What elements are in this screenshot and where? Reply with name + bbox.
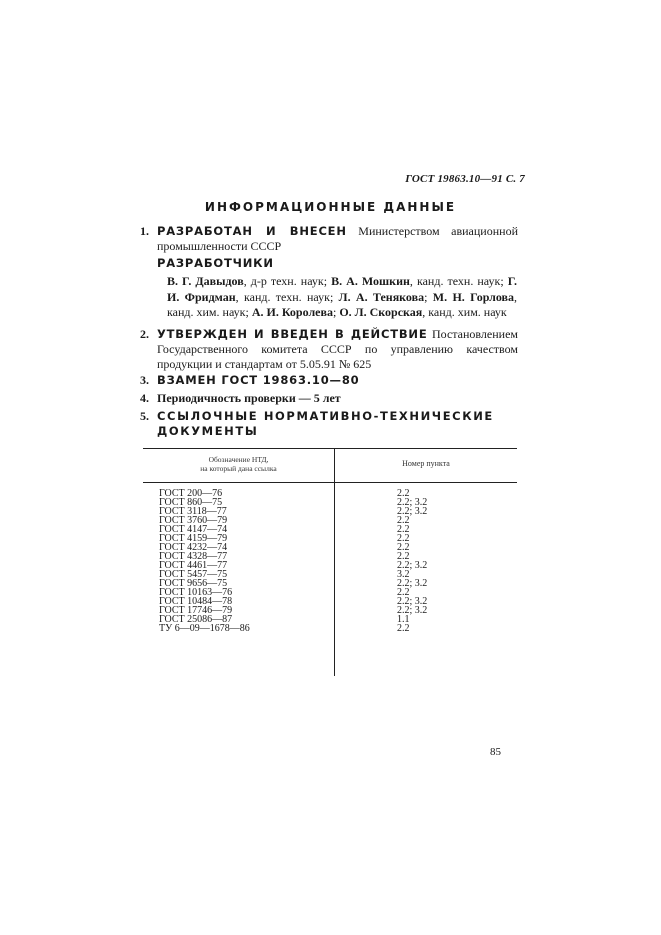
- standard-reference: ГОСТ 19863.10—91 С. 7: [405, 173, 525, 185]
- item-body: [157, 224, 518, 254]
- table-cell-document: ГОСТ 4461—77: [159, 560, 228, 571]
- table-cell-clause: 2.2: [397, 551, 410, 562]
- item-1: [140, 224, 518, 254]
- developers-heading: РАЗРАБОТЧИКИ: [157, 256, 274, 270]
- table-cell-document: ГОСТ 17746—79: [159, 605, 233, 616]
- table-cell-clause: 2.2: [397, 587, 410, 598]
- table-cell-clause: 2.2: [397, 524, 410, 535]
- table-cell-document: ГОСТ 860—75: [159, 497, 223, 508]
- table-cell-clause: 3.2: [397, 569, 410, 580]
- item-3: [140, 373, 518, 388]
- item-caps: ВЗАМЕН ГОСТ 19863.10—80: [157, 373, 360, 387]
- item-body: [157, 327, 518, 372]
- item-text: Постановлением Государственного комитета СССР по управлению качеством продукции и стандартам от 5.05.91 № 625: [157, 327, 519, 371]
- developer-name: О. Л. Скорская: [339, 305, 423, 319]
- item-caps: РАЗРАБОТАН И ВНЕСЕН: [157, 224, 347, 238]
- item-5: [140, 409, 518, 439]
- item-number: 4.: [140, 391, 149, 405]
- developer-title: , канд. техн. наук;: [235, 289, 339, 304]
- item-text: Министерством авиационной промышленности СССР: [157, 224, 518, 253]
- item-number: 3.: [140, 373, 149, 387]
- page-number: 85: [490, 746, 501, 758]
- table-header-rule: [143, 482, 517, 483]
- table-cell-clause: 2.2; 3.2: [397, 506, 428, 517]
- table-cell-clause: 2.2: [397, 542, 410, 553]
- table-cell-document: ГОСТ 10163—76: [159, 587, 233, 598]
- table-header-document: Обозначение НТД, на который дана ссылка: [200, 455, 277, 473]
- table-cell-document: ГОСТ 10484—78: [159, 596, 233, 607]
- table-cell-document: ГОСТ 4147—74: [159, 524, 228, 535]
- developer-name: Л. А. Тенякова: [338, 289, 425, 304]
- clause-column: [397, 489, 427, 633]
- table-cell-clause: 2.2; 3.2: [397, 578, 428, 589]
- developer-title: , д-р техн. наук;: [243, 274, 332, 288]
- developer-name: М. Н. Горлова: [432, 289, 514, 304]
- table-cell-clause: 2.2; 3.2: [397, 560, 428, 571]
- developer-title: , канд. техн. наук;: [409, 274, 508, 288]
- table-cell-document: ГОСТ 3118—77: [159, 506, 227, 517]
- item-caps: ССЫЛОЧНЫЕ НОРМАТИВНО-ТЕХНИЧЕСКИЕ ДОКУМЕНТЫ: [157, 409, 494, 438]
- table-top-rule: [143, 448, 517, 449]
- table-cell-document: ГОСТ 4232—74: [159, 542, 228, 553]
- table-cell-clause: 2.2: [397, 488, 410, 499]
- developer-name: В. Г. Давыдов: [167, 274, 244, 288]
- page-title: ИНФОРМАЦИОННЫЕ ДАННЫЕ: [204, 200, 457, 214]
- table-cell-clause: 2.2; 3.2: [397, 497, 428, 508]
- developer-name: Г. И. Фридман: [167, 274, 517, 304]
- table-cell-document: ГОСТ 4159—79: [159, 533, 228, 544]
- developer-title: , канд. хим. наук: [422, 305, 507, 319]
- item-2: [140, 327, 518, 372]
- table-cell-document: ГОСТ 3760—79: [159, 515, 228, 526]
- table-cell-document: ТУ 6—09—1678—86: [159, 623, 250, 634]
- developer-name: А. И. Королева: [251, 305, 333, 319]
- table-cell-clause: 2.2: [397, 533, 410, 544]
- table-cell-document: ГОСТ 200—76: [159, 488, 223, 499]
- developers-list: [167, 274, 517, 321]
- table-cell-clause: 1.1: [397, 614, 410, 625]
- item-4: [140, 391, 518, 406]
- table-cell-clause: 2.2: [397, 623, 410, 634]
- item-body: [157, 409, 518, 439]
- item-number: 1.: [140, 224, 149, 238]
- table-cell-document: ГОСТ 5457—75: [159, 569, 228, 580]
- table-cell-document: ГОСТ 9656—75: [159, 578, 228, 589]
- table-cell-clause: 2.2: [397, 515, 410, 526]
- table-cell-document: ГОСТ 25086—87: [159, 614, 233, 625]
- table-cell-clause: 2.2; 3.2: [397, 605, 428, 616]
- item-text: Периодичность проверки — 5 лет: [157, 391, 341, 405]
- developer-title: ;: [424, 289, 433, 304]
- item-body: [157, 373, 518, 388]
- document-column: [159, 489, 250, 633]
- table-header-clause: Номер пункта: [402, 459, 450, 468]
- developer-title: ;: [333, 305, 340, 319]
- item-caps: УТВЕРЖДЕН И ВВЕДЕН В ДЕЙСТВИЕ: [157, 327, 428, 341]
- table-cell-document: ГОСТ 4328—77: [159, 551, 228, 562]
- item-number: 5.: [140, 409, 149, 423]
- item-number: 2.: [140, 327, 149, 341]
- table-column-divider: [334, 448, 335, 676]
- table-cell-clause: 2.2; 3.2: [397, 596, 428, 607]
- developer-title: , канд. хим. наук;: [167, 289, 517, 319]
- developer-name: В. А. Мошкин: [331, 274, 410, 288]
- reference-documents-table: [143, 448, 517, 676]
